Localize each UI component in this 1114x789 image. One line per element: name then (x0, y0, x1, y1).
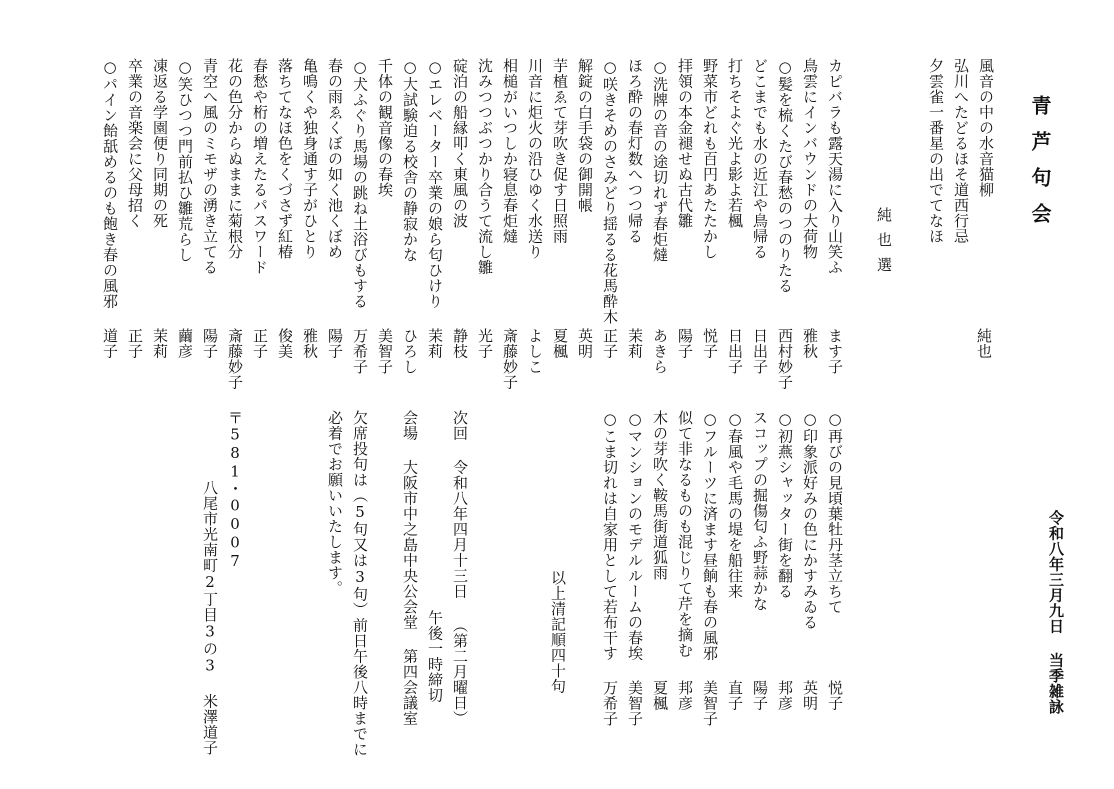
haiku-author: 正子 (251, 328, 269, 359)
haiku-author: ひろし (401, 328, 419, 375)
haiku-text: 落ちてなほ色をくづさず紅椿 (276, 58, 294, 260)
haiku-author: 日出子 (751, 328, 769, 375)
haiku-author: 陽子 (676, 328, 694, 359)
haiku-text: ○初燕シャッター街を翻る (776, 410, 794, 599)
absentee-note-2: 必着でお願いいたします。 (326, 410, 344, 596)
author-haiku-1: 風音の中の水音猫柳 (977, 58, 995, 198)
haiku-text: ○マンションのモデルルームの春埃 (626, 410, 644, 661)
absentee-note-1: 欠席投句は（5句又は3句）前日午後八時までに (351, 410, 369, 757)
haiku-author: 美智子 (701, 680, 719, 727)
haiku-text: 相槌がいつしか寝息春炬燵 (501, 58, 519, 244)
haiku-author: 雅秋 (301, 328, 319, 359)
postal-code: 〒581・0007 (226, 410, 244, 571)
haiku-text: ○大試験迫る校舎の静寂かな (401, 58, 419, 263)
haiku-text: ○エレベーター卒業の娘ら匂ひけり (426, 58, 444, 309)
next-meeting-venue: 会場 大阪市中之島中央公会堂 第四会議室 (401, 410, 419, 726)
haiku-text: ○笑ひつつ門前払ひ雛荒らし (176, 58, 194, 263)
haiku-text: 似て非なるものも混じりて芹を摘む (676, 410, 694, 658)
author-name: 純也 (975, 328, 993, 359)
haiku-author: 斎藤妙子 (501, 328, 519, 390)
haiku-text: 鳥雲にインバウンドの大荷物 (801, 58, 819, 260)
haiku-author: 夏楓 (651, 680, 669, 711)
haiku-text: スコップの掘傷匂ふ野蒜かな (751, 410, 769, 612)
haiku-text: ○パイン飴舐めるのも飽き春の風邪 (101, 58, 119, 309)
address-line: 八尾市光南町2丁目3の3 米澤道子 (201, 480, 219, 756)
haiku-text: ○フルーツに済ます昼餉も春の風邪 (701, 410, 719, 661)
haiku-author: 茉莉 (426, 328, 444, 359)
haiku-author: 茉莉 (626, 328, 644, 359)
haiku-text: 拝領の本金褪せぬ古代雛 (676, 58, 694, 229)
haiku-text: ○犬ふぐり馬場の跳ね土浴びもする (351, 58, 369, 309)
haiku-author: 夏楓 (551, 328, 569, 359)
haiku-author: 美智子 (376, 328, 394, 375)
closing-note: 以上清記順四十句 (549, 570, 567, 694)
haiku-text: 野菜市どれも百円あたたかし (701, 58, 719, 260)
author-haiku-3: 夕雲雀一番星の出でてなほ (927, 58, 945, 244)
haiku-text: ○春風や毛馬の堤を船往来 (726, 410, 744, 599)
haiku-text: ○印象派好みの色にかすみゐる (801, 410, 819, 630)
haiku-author: 直子 (726, 680, 744, 711)
haiku-author: 邦彦 (676, 680, 694, 711)
haiku-text: 木の芽吹く鞍馬街道狐雨 (651, 410, 669, 581)
author-haiku-2: 弘川へたどるほそ道西行忌 (952, 58, 970, 244)
haiku-author: 斎藤妙子 (226, 328, 244, 390)
haiku-text: ○洗牌の音の途切れず春炬燵 (651, 58, 669, 263)
haiku-text: ほろ酔の春灯数へつつ帰る (626, 58, 644, 244)
haiku-text: 青空へ風のミモザの湧き立てる (201, 58, 219, 275)
haiku-author: 邦彦 (776, 680, 794, 711)
haiku-author: 陽子 (201, 328, 219, 359)
haiku-author: 静枝 (451, 328, 469, 359)
haiku-author: 陽子 (326, 328, 344, 359)
page-title: 青芦句会 (1028, 95, 1052, 239)
haiku-author: 万希子 (351, 328, 369, 375)
haiku-author: 悦子 (826, 680, 844, 711)
haiku-author: 英明 (576, 328, 594, 359)
haiku-text: 春の雨ゑくぼの如く池くぼめ (326, 58, 344, 260)
haiku-text: 花の色分からぬままに菊根分 (226, 58, 244, 260)
haiku-author: 正子 (601, 328, 619, 359)
haiku-text: 卒業の音楽会に父母招く (126, 58, 144, 229)
haiku-author: ます子 (826, 328, 844, 375)
haiku-author: 悦子 (701, 328, 719, 359)
selection-label: 純也選 (875, 207, 893, 282)
haiku-text: カピバラも露天湯に入り山笑ふ (826, 58, 844, 275)
haiku-text: 亀鳴くや独身通す子がひとり (301, 58, 319, 260)
haiku-author: 日出子 (726, 328, 744, 375)
haiku-author: 美智子 (626, 680, 644, 727)
haiku-text: ○髪を梳くたび春愁のつのりたる (776, 58, 794, 294)
haiku-author: 茉莉 (151, 328, 169, 359)
next-meeting-date: 次回 令和八年四月十三日 （第二月曜日） (451, 410, 469, 726)
haiku-text: 碇泊の船縁叩く東風の波 (451, 58, 469, 229)
haiku-author: 道子 (101, 328, 119, 359)
haiku-text: ○こま切れは自家用として若布干す (601, 410, 619, 661)
date-label: 令和八年三月九日 当季雑詠 (1047, 510, 1065, 715)
haiku-author: 雅秋 (801, 328, 819, 359)
haiku-author: 正子 (126, 328, 144, 359)
haiku-author: 西村妙子 (776, 328, 794, 390)
haiku-author: 俊美 (276, 328, 294, 359)
haiku-author: あきら (651, 328, 669, 375)
haiku-author: 光子 (476, 328, 494, 359)
haiku-author: 英明 (801, 680, 819, 711)
haiku-text: 千体の観音像の春埃 (376, 58, 394, 198)
haiku-text: 解錠の白手袋の御開帳 (576, 58, 594, 213)
haiku-author: 繭彦 (176, 328, 194, 359)
next-meeting-deadline: 午後一時締切 (426, 610, 444, 703)
haiku-author: 陽子 (751, 680, 769, 711)
haiku-text: 沈みつつぶつかり合うて流し雛 (476, 58, 494, 275)
haiku-text: 打ちそよぐ光よ影よ若楓 (726, 58, 744, 229)
haiku-text: 凍返る学園便り同期の死 (151, 58, 169, 229)
haiku-text: 川音に炬火の沿ひゆく水送り (526, 58, 544, 260)
haiku-text: 春愁や桁の増えたるパスワード (251, 58, 269, 275)
haiku-text: ○咲きそめのさみどり揺るる花馬酔木 (601, 58, 619, 325)
haiku-author: 万希子 (601, 680, 619, 727)
haiku-text: どこまでも水の近江や鳥帰る (751, 58, 769, 260)
haiku-text: ○再びの見頃葉牡丹茎立ちて (826, 410, 844, 615)
haiku-text: 芋植ゑて芽吹き促す日照雨 (551, 58, 569, 244)
haiku-author: よしこ (526, 328, 544, 375)
